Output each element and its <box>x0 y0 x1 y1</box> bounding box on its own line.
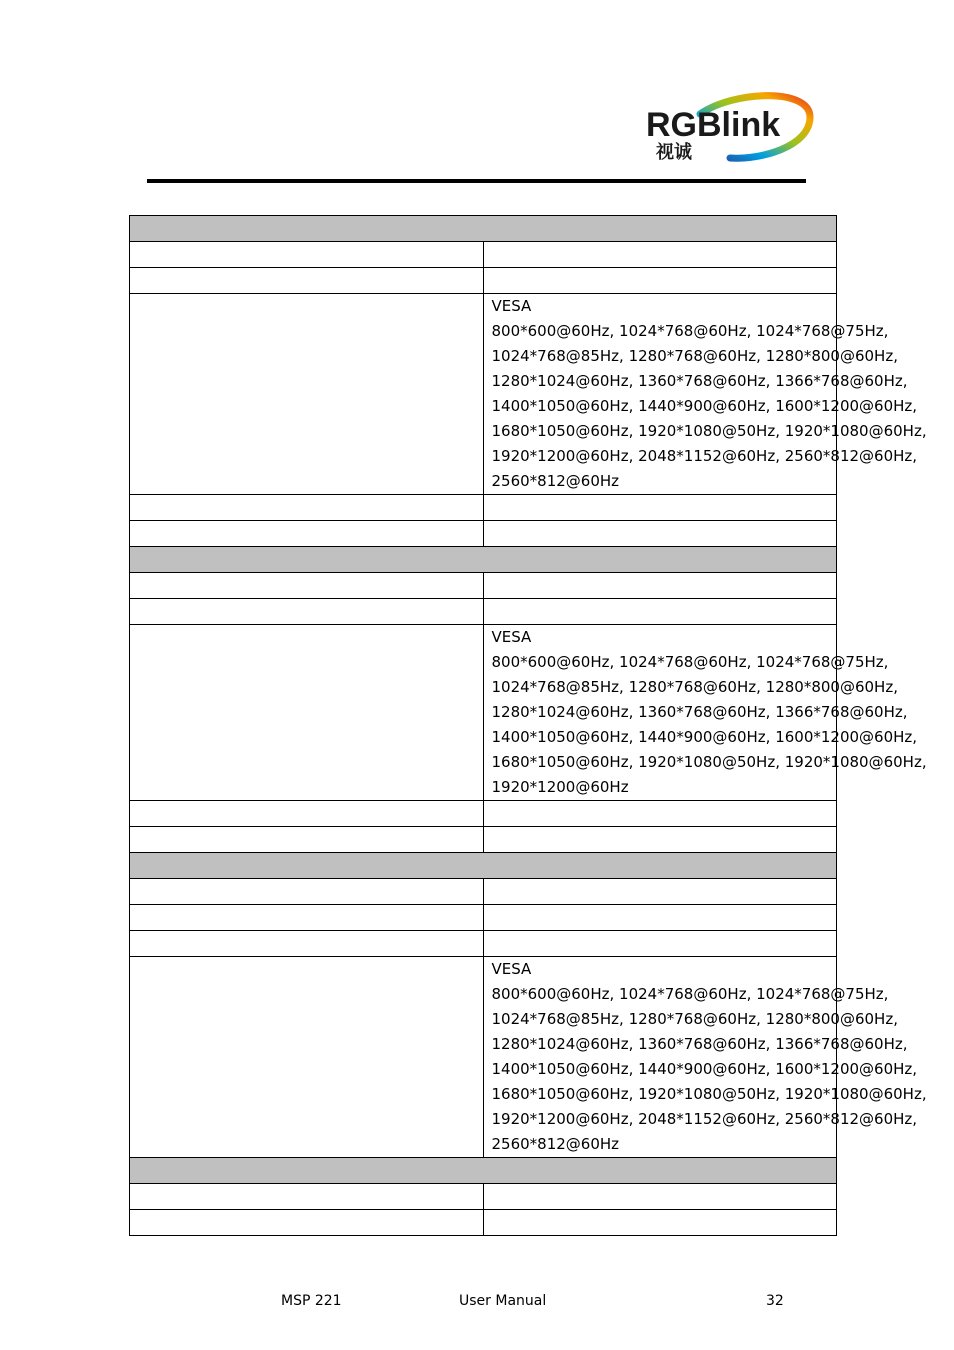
resolution-line: VESA <box>491 960 532 978</box>
resolution-line: 1280*1024@60Hz, 1360*768@60Hz, 1366*768@60Hz, <box>491 1035 908 1053</box>
table-row <box>130 242 837 268</box>
table-row <box>130 827 837 853</box>
resolution-line: 1920*1200@60Hz, 2048*1152@60Hz, 2560*812@60Hz, <box>491 447 918 465</box>
table-row <box>130 801 837 827</box>
resolution-line: 800*600@60Hz, 1024*768@60Hz, 1024*768@75Hz, <box>491 985 889 1003</box>
resolution-list-2 <box>483 625 927 801</box>
resolution-line: 1680*1050@60Hz, 1920*1080@50Hz, 1920*1080@60Hz, <box>491 753 927 771</box>
resolution-line: 1680*1050@60Hz, 1920*1080@50Hz, 1920*1080@60Hz, <box>491 1085 927 1103</box>
table-row <box>130 879 837 905</box>
section-header-3 <box>130 853 837 879</box>
resolution-line: 1920*1200@60Hz <box>491 778 629 796</box>
table-row <box>130 1210 837 1236</box>
resolution-line: 1280*1024@60Hz, 1360*768@60Hz, 1366*768@60Hz, <box>491 703 908 721</box>
logo-chinese: 视诚 <box>656 142 692 162</box>
table-row <box>130 495 837 521</box>
resolution-row-2 <box>130 625 837 801</box>
resolution-line: 1400*1050@60Hz, 1440*900@60Hz, 1600*1200@60Hz, <box>491 397 918 415</box>
resolution-line: 1280*1024@60Hz, 1360*768@60Hz, 1366*768@60Hz, <box>491 372 908 390</box>
resolution-line: 2560*812@60Hz <box>491 472 620 490</box>
resolution-line: 1024*768@85Hz, 1280*768@60Hz, 1280*800@60Hz, <box>491 347 898 365</box>
footer-doc-title: User Manual <box>459 1293 547 1309</box>
table-row <box>130 599 837 625</box>
section-header-4 <box>130 1158 837 1184</box>
footer-model: MSP 221 <box>281 1293 342 1309</box>
table-row <box>130 573 837 599</box>
resolution-line: VESA <box>491 297 532 315</box>
header-rule <box>147 179 806 183</box>
rgblink-logo <box>640 92 815 162</box>
resolution-line: 800*600@60Hz, 1024*768@60Hz, 1024*768@75Hz, <box>491 322 889 340</box>
table-row <box>130 268 837 294</box>
table-row <box>130 1184 837 1210</box>
resolution-list-1 <box>483 294 927 495</box>
resolution-line: VESA <box>491 628 532 646</box>
footer-page-number: 32 <box>766 1293 784 1309</box>
table-row <box>130 905 837 931</box>
resolution-list-3 <box>483 957 927 1158</box>
resolution-line: 1024*768@85Hz, 1280*768@60Hz, 1280*800@60Hz, <box>491 678 898 696</box>
resolution-line: 1680*1050@60Hz, 1920*1080@50Hz, 1920*1080@60Hz, <box>491 422 927 440</box>
section-header-2 <box>130 547 837 573</box>
logo-wordmark: RGBlink <box>646 106 781 144</box>
resolution-row-3 <box>130 957 837 1158</box>
spec-table <box>129 215 927 1236</box>
table-row <box>130 521 837 547</box>
table-row <box>130 931 837 957</box>
resolution-row-1 <box>130 294 837 495</box>
resolution-line: 1400*1050@60Hz, 1440*900@60Hz, 1600*1200@60Hz, <box>491 1060 918 1078</box>
resolution-line: 800*600@60Hz, 1024*768@60Hz, 1024*768@75Hz, <box>491 653 889 671</box>
resolution-line: 1920*1200@60Hz, 2048*1152@60Hz, 2560*812@60Hz, <box>491 1110 918 1128</box>
resolution-line: 2560*812@60Hz <box>491 1135 620 1153</box>
resolution-line: 1024*768@85Hz, 1280*768@60Hz, 1280*800@60Hz, <box>491 1010 898 1028</box>
section-header-1 <box>130 216 837 242</box>
resolution-line: 1400*1050@60Hz, 1440*900@60Hz, 1600*1200@60Hz, <box>491 728 918 746</box>
